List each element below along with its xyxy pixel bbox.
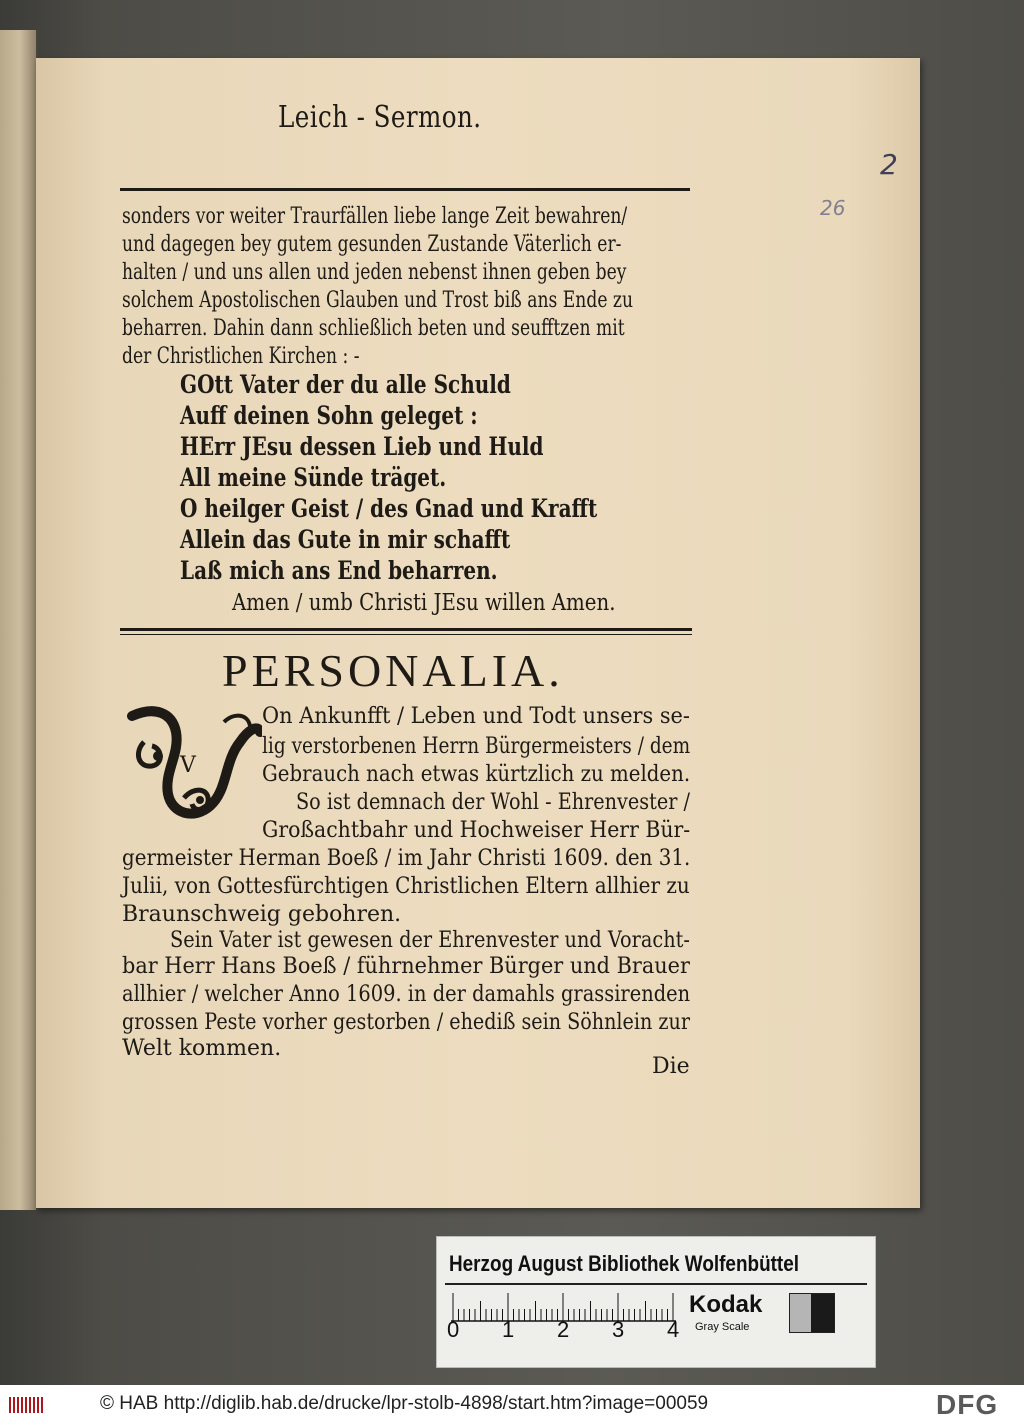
personalia-heading: PERSONALIA. [222, 645, 564, 696]
verse-line: All meine Sünde träget. [180, 463, 447, 492]
footer-bar [0, 1385, 1024, 1425]
body-line: und dagegen bey gutem gesunden Zustande Väterlich er- [122, 232, 622, 257]
personalia-line: allhier / welcher Anno 1609. in der damahls grassirenden [122, 982, 691, 1007]
decorated-initial-v [124, 702, 262, 822]
personalia-line: Braunschweig gebohren. [122, 902, 402, 927]
pencil-number: 26 [820, 196, 846, 220]
verse-line: Laß mich ans End beharren. [180, 556, 498, 585]
body-line: halten / und uns allen und jeden nebenst ihnen geben bey [122, 260, 627, 285]
verse-line: GOtt Vater der du alle Schuld [180, 370, 511, 399]
personalia-line: Großachtbahr und Hochweiser Herr Bür- [262, 818, 691, 843]
kodak-brand: Kodak [689, 1291, 763, 1318]
gray-scale-swatch [789, 1293, 835, 1333]
section-rule-thin [120, 634, 692, 635]
personalia-line: lig verstorbenen Herrn Bürgermeisters / dem [262, 734, 691, 759]
label-divider [445, 1283, 867, 1285]
folio-number: 2 [880, 148, 898, 181]
personalia-line: So ist demnach der Wohl - Ehrenvester / [296, 790, 690, 815]
library-label [436, 1236, 876, 1368]
dfg-logo: DFG [936, 1389, 999, 1420]
initial-letter-text: V [180, 753, 196, 778]
personalia-line: grossen Peste vorher gestorben / ehediß sein Söhnlein zur [122, 1010, 690, 1035]
previous-page-edge [0, 30, 38, 1210]
personalia-line: Welt kommen. [122, 1036, 282, 1061]
body-line: sonders vor weiter Traurfällen liebe lange Zeit bewahren/ [122, 204, 628, 229]
ruler-number: 1 [502, 1317, 515, 1342]
personalia-line: bar Herr Hans Boeß / führnehmer Bürger und Brauer [122, 954, 690, 979]
personalia-line: Julii, von Gottesfürchtigen Christlichen Eltern allhier zu [122, 874, 690, 899]
personalia-line: On Ankunfft / Leben und Todt unsers se- [262, 704, 690, 729]
verse-line: O heilger Geist / des Gnad und Krafft [180, 494, 598, 523]
ruler-number: 3 [612, 1317, 625, 1342]
catchword: Die [652, 1054, 690, 1079]
top-rule [120, 188, 690, 191]
verse-line: Auff deinen Sohn geleget : [180, 401, 478, 430]
verse-line: Allein das Gute in mir schafft [180, 525, 511, 554]
running-head: Leich - Sermon. [278, 100, 482, 135]
body-line: solchem Apostolischen Glauben und Trost biß ans Ende zu [122, 288, 634, 313]
ruler-numbers [443, 1317, 683, 1347]
body-line: beharren. Dahin dann schließlich beten und seufftzen mit [122, 316, 625, 341]
library-name: Herzog August Bibliothek Wolfenbüttel [449, 1251, 800, 1276]
amen-line: Amen / umb Christi JEsu willen Amen. [232, 590, 616, 616]
footer-copyright-link[interactable]: © HAB http://diglib.hab.de/drucke/lpr-stolb-4898/start.htm?image=00059 [100, 1393, 709, 1414]
verse-line: HErr JEsu dessen Lieb und Huld [180, 432, 544, 461]
personalia-line: germeister Herman Boeß / im Jahr Christi 1609. den 31. [122, 846, 691, 871]
ruler-number: 0 [447, 1317, 460, 1342]
hab-logo-icon [8, 1395, 44, 1415]
ruler-number: 4 [667, 1317, 680, 1342]
personalia-line: Sein Vater ist gewesen der Ehrenvester und Voracht- [170, 928, 690, 953]
ruler-number: 2 [557, 1317, 570, 1342]
section-rule [120, 628, 692, 631]
kodak-gray-scale: Gray Scale [695, 1321, 750, 1333]
personalia-line: Gebrauch nach etwas kürtzlich zu melden. [262, 762, 691, 787]
body-line: der Christlichen Kirchen : - [122, 344, 360, 369]
